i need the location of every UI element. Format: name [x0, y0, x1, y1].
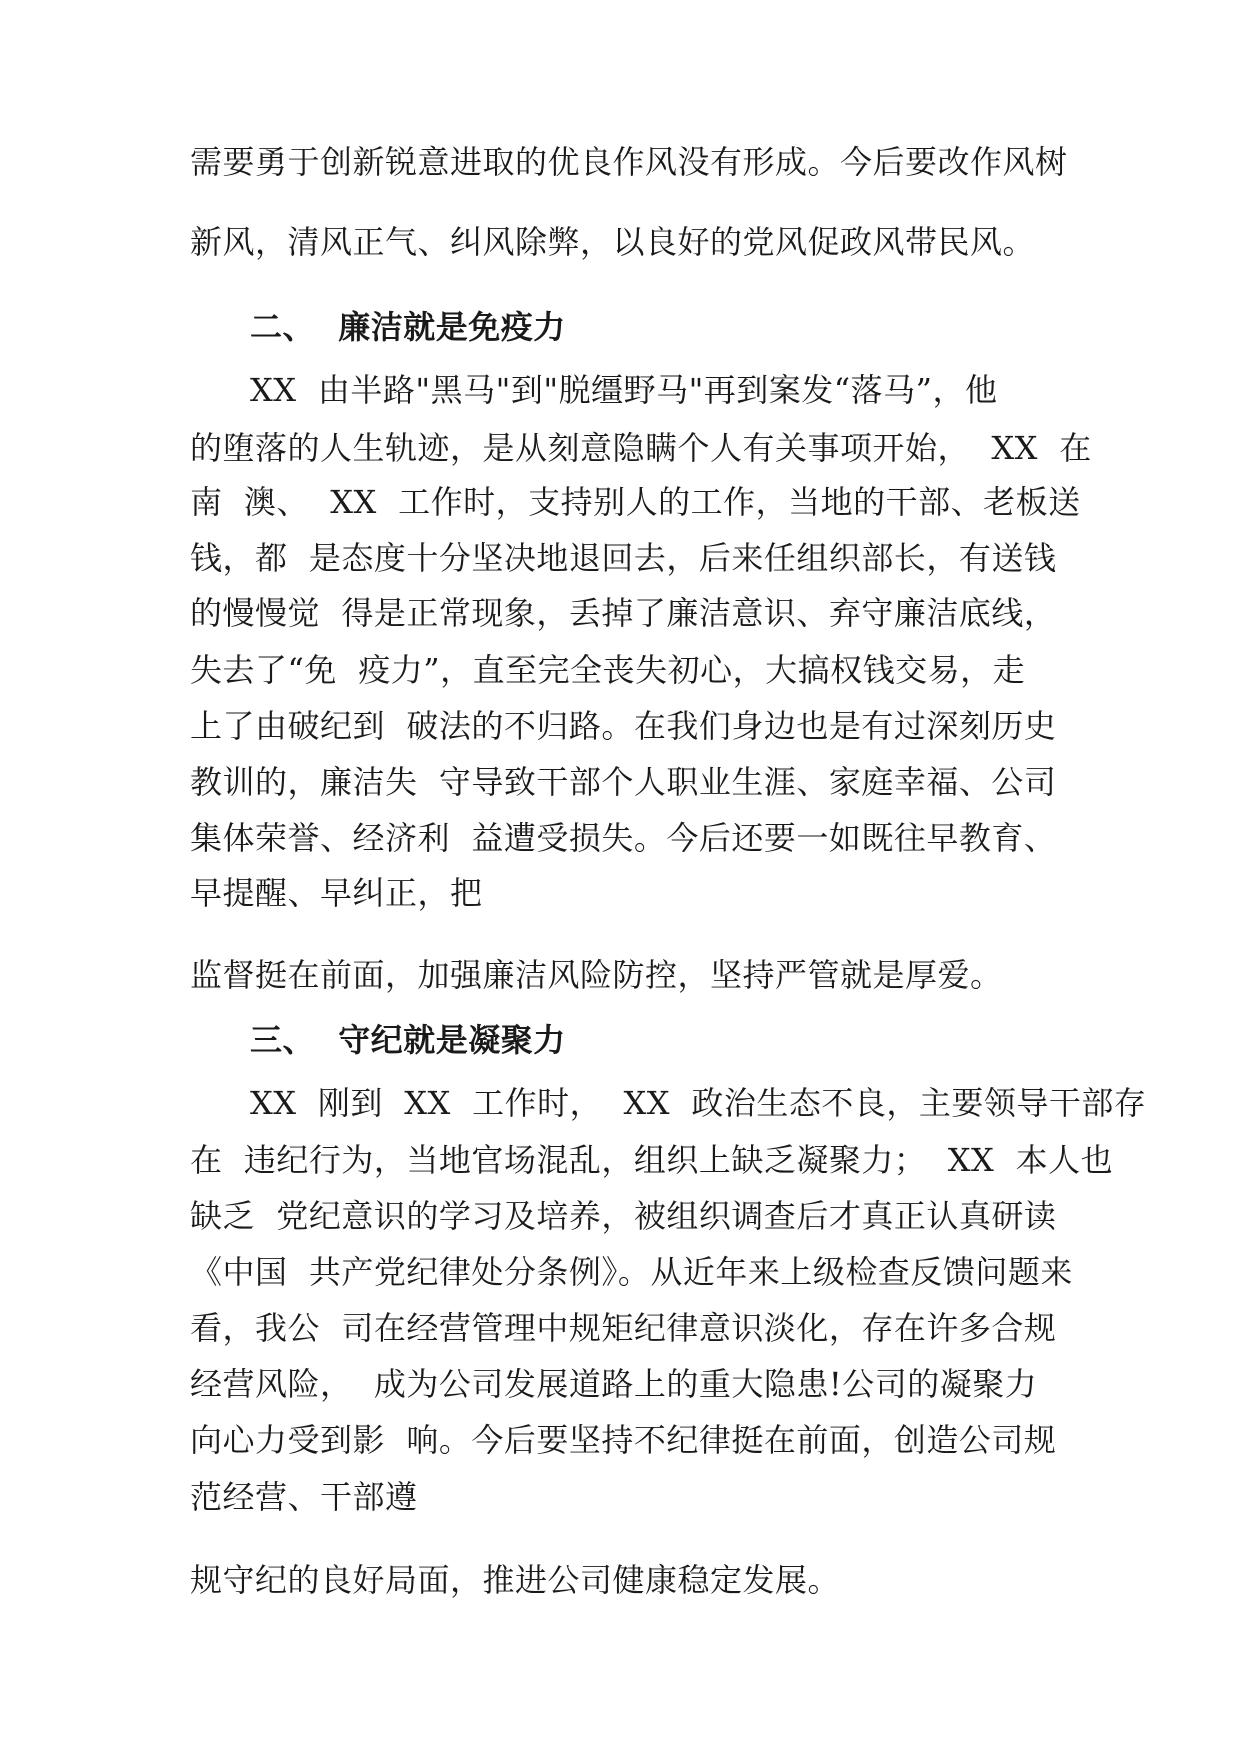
- paragraph-line: 上了由破纪到 破法的不归路。在我们身边也是有过深刻历史: [190, 707, 1057, 745]
- paragraph-line: 早提醒、早纠正，把: [190, 874, 483, 912]
- paragraph-line: 需要勇于创新锐意进取的优良作风没有形成。今后要改作风树: [190, 143, 1068, 181]
- paragraph-line: 监督挺在前面，加强廉洁风险防控，坚持严管就是厚爱。: [190, 956, 1003, 994]
- paragraph-line: 的慢慢觉 得是正常现象，丢掉了廉洁意识、弃守廉洁底线，: [190, 594, 1057, 632]
- paragraph-line: 的堕落的人生轨迹，是从刻意隐瞒个人有关事项开始， XX 在: [190, 429, 1092, 467]
- paragraph-line: 看，我公 司在经营管理中规矩纪律意识淡化，存在许多合规: [190, 1309, 1057, 1347]
- paragraph-line: 钱，都 是态度十分坚决地退回去，后来任组织部长，有送钱: [190, 539, 1057, 577]
- paragraph-line: 教训的，廉洁失 守导致干部个人职业生涯、家庭幸福、公司: [190, 763, 1057, 801]
- paragraph-line: 失去了“免 疫力”，直至完全丧失初心，大搞权钱交易，走: [190, 651, 1026, 689]
- paragraph-line: 缺乏 党纪意识的学习及培养，被组织调查后才真正认真研读: [190, 1197, 1057, 1235]
- paragraph-line: 新风，清风正气、纠风除弊，以良好的党风促政风带民风。: [190, 223, 1036, 261]
- paragraph-line: 范经营、干部遵: [190, 1478, 418, 1516]
- paragraph-line: 集体荣誉、经济利 益遭受损失。今后还要一如既往早教育、: [190, 819, 1057, 857]
- paragraph-line: 规守纪的良好局面，推进公司健康稳定发展。: [190, 1561, 841, 1599]
- paragraph-line: XX 由半路"黑马"到"脱缰野马"再到案发“落马”，他: [250, 371, 998, 409]
- paragraph-line: 《中国 共产党纪律处分条例》。从近年来上级检查反馈问题来: [190, 1253, 1073, 1291]
- paragraph-line: XX 刚到 XX 工作时， XX 政治生态不良，主要领导干部存: [250, 1084, 1147, 1122]
- section-heading-2: 二、 廉洁就是免疫力: [250, 308, 566, 346]
- paragraph-line: 经营风险， 成为公司发展道路上的重大隐患!公司的凝聚力: [190, 1365, 1038, 1403]
- paragraph-line: 向心力受到影 响。今后要坚持不纪律挺在前面，创造公司规: [190, 1421, 1057, 1459]
- paragraph-line: 在 违纪行为，当地官场混乱，组织上缺乏凝聚力； XX 本人也: [190, 1141, 1114, 1179]
- paragraph-line: 南 澳、 XX 工作时，支持别人的工作，当地的干部、老板送: [190, 483, 1081, 521]
- section-heading-3: 三、 守纪就是凝聚力: [250, 1021, 566, 1059]
